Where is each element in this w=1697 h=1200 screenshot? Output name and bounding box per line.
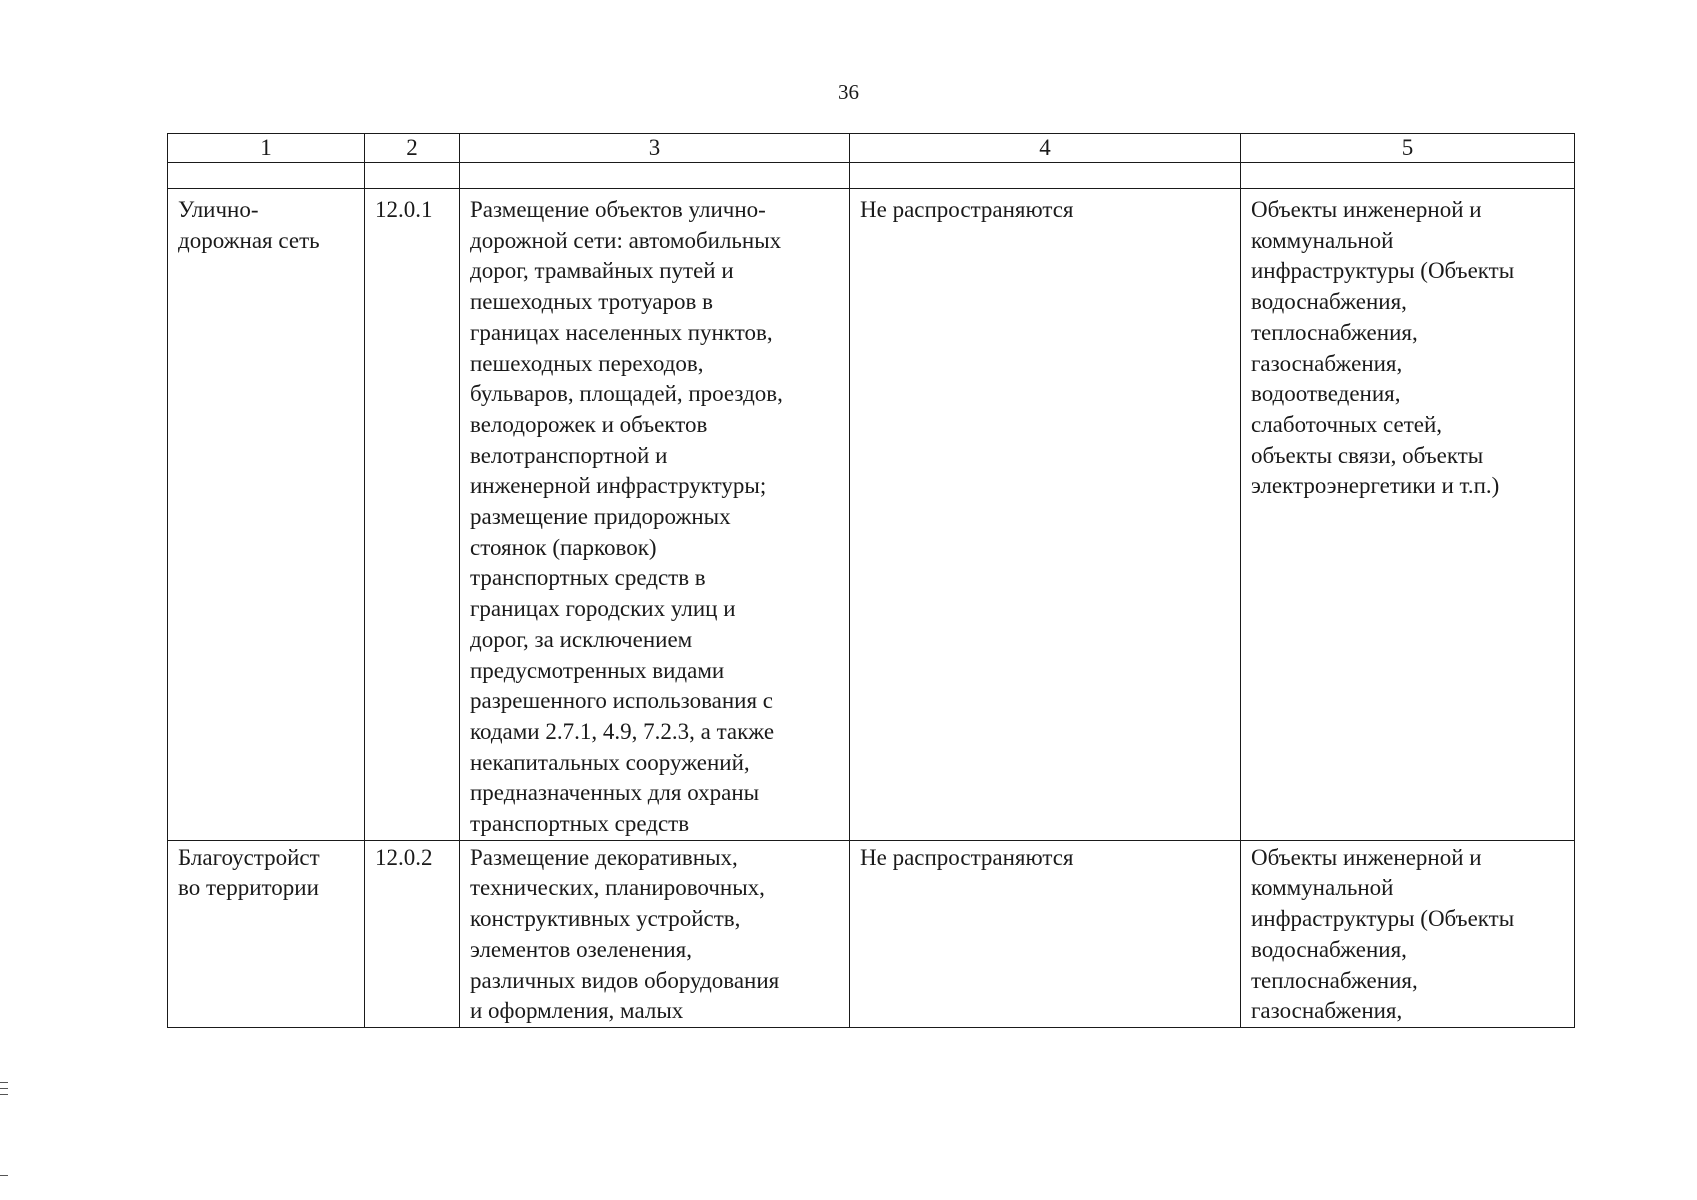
use-type-name: Благоустройст во территории	[178, 844, 320, 901]
use-type-restrictions: Не распространяются	[860, 844, 1074, 870]
margin-mark	[0, 1088, 8, 1089]
use-type-auxiliary: Объекты инженерной и коммунальной инфраструктуры (Объекты водоснабжения, теплоснабжения, газоснабжения,	[1251, 844, 1515, 1024]
table-row	[168, 840, 1575, 1027]
use-type-name: Улично- дорожная сеть	[178, 197, 320, 253]
header-cell-3: 3	[460, 134, 850, 163]
table-header-row	[168, 134, 1575, 163]
header-cell-4: 4	[850, 134, 1241, 163]
header-cell-2: 2	[365, 134, 460, 163]
use-type-restrictions: Не распространяются	[860, 197, 1074, 222]
margin-mark	[0, 1082, 8, 1083]
margin-mark	[0, 1094, 8, 1095]
use-type-auxiliary: Объекты инженерной и коммунальной инфраструктуры (Объекты водоснабжения, теплоснабжения, газоснабжения, водоотведения, слаботочных сетей, объекты связи, объекты электроэнергетики и т.п.)	[1251, 197, 1515, 499]
use-type-description: Размещение объектов улично- дорожной сети: автомобильных дорог, трамвайных путей и пешеходных тротуаров в границах населенных пунктов, пешеходных переходов, бульваров, площадей, проездов, велодорожек и объектов велотранспортной и инженерной инфраструктуры; размещение придорожных стоянок (парковок) транспортных средств в границах городских улиц и дорог, за исключением предусмотренных видами разрешенного использования с кодами 2.7.1, 4.9, 7.2.3, а также некапитальных сооружений, предназначенных для охраны транспортных средств	[470, 197, 783, 837]
table-row	[168, 189, 1575, 841]
land-use-table	[167, 133, 1575, 1028]
use-type-code: 12.0.2	[375, 844, 433, 870]
use-type-code: 12.0.1	[375, 197, 433, 222]
page-number: 36	[838, 80, 859, 104]
table-spacer-row	[168, 163, 1575, 189]
header-cell-5: 5	[1241, 134, 1575, 163]
use-type-description: Размещение декоративных, технических, планировочных, конструктивных устройств, элементов озеленения, различных видов оборудования и оформления, малых	[470, 844, 780, 1024]
margin-mark	[0, 1175, 8, 1176]
header-cell-1: 1	[168, 134, 365, 163]
